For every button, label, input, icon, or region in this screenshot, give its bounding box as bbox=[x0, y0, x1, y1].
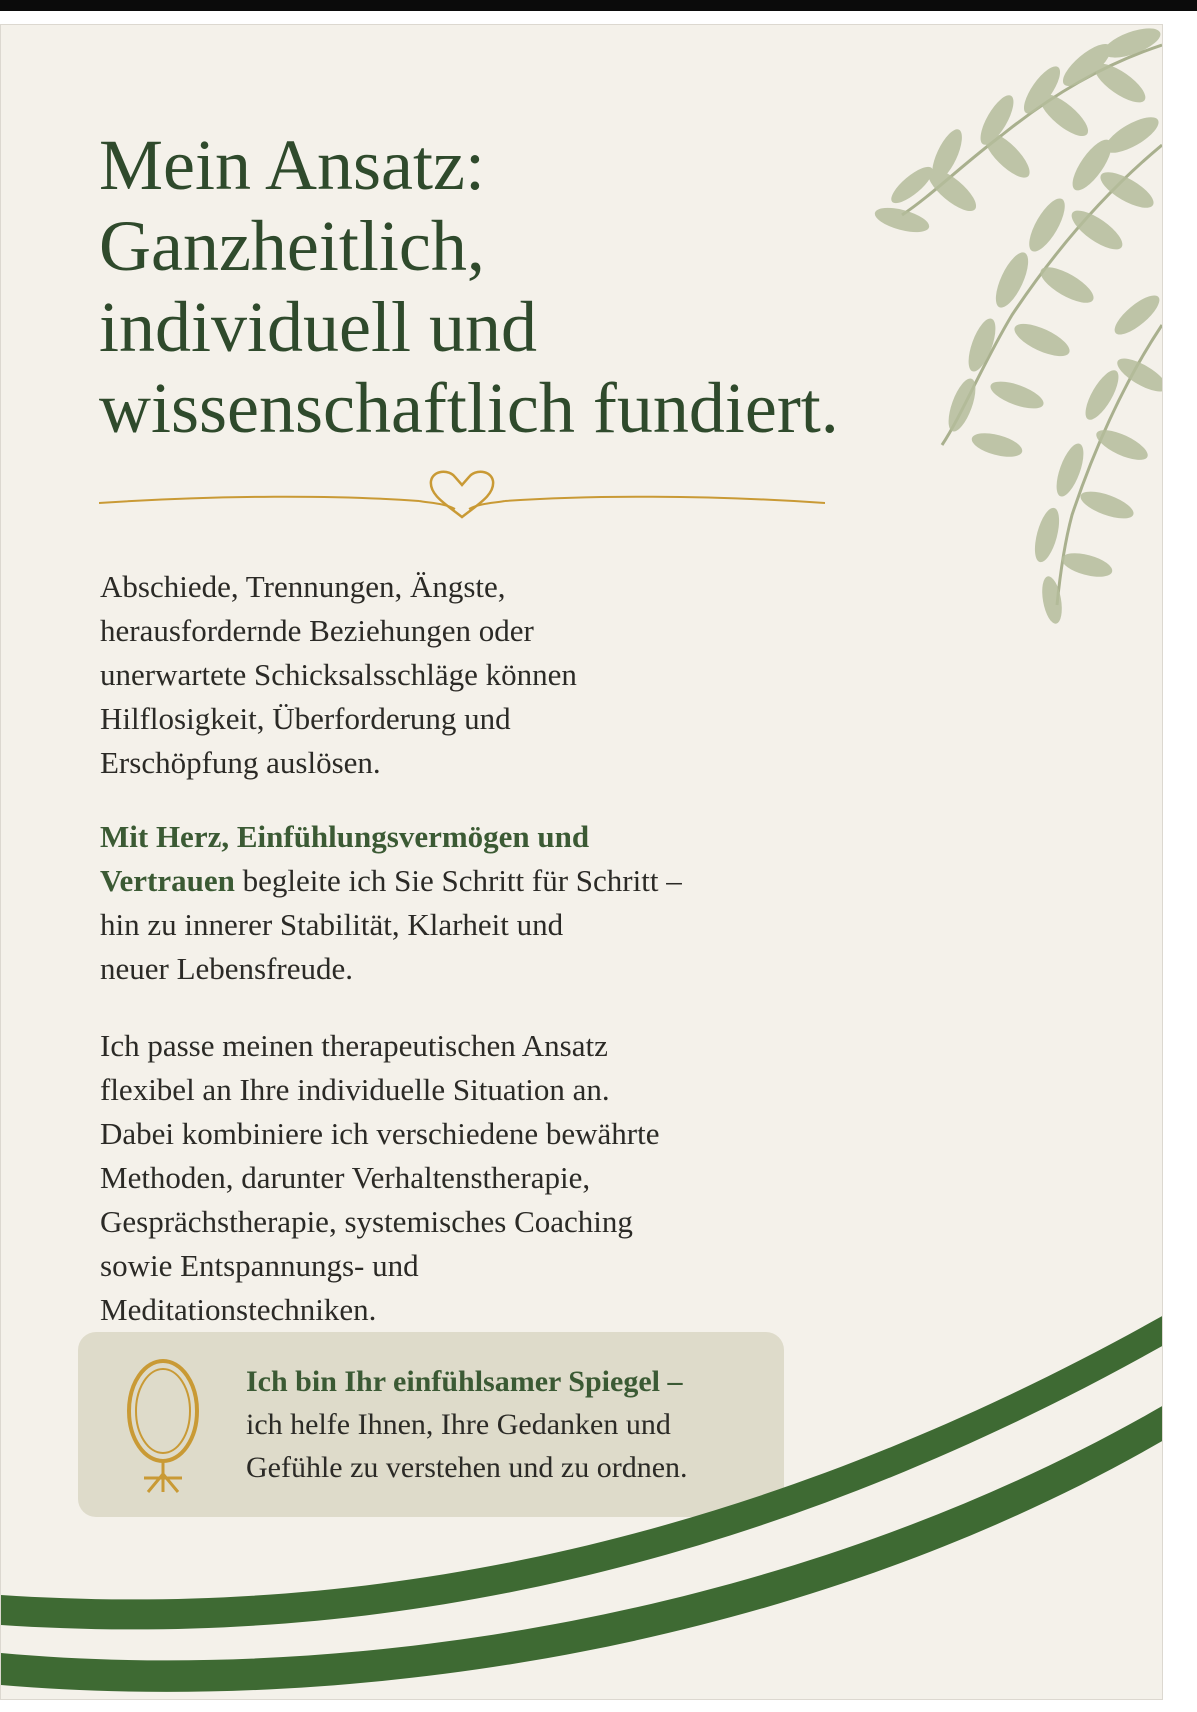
accent-text: Ich bin Ihr einfühlsamer Spiegel – bbox=[246, 1365, 683, 1398]
title-line: Ganzheitlich, bbox=[99, 206, 485, 286]
heart-divider bbox=[99, 465, 825, 525]
document-page bbox=[0, 24, 1163, 1700]
text-line: Gesprächstherapie, systemisches Coaching bbox=[100, 1204, 633, 1239]
title-line: Mein Ansatz: bbox=[99, 125, 485, 205]
text-line: sowie Entspannungs- und bbox=[100, 1248, 419, 1283]
title-line: individuell und bbox=[99, 287, 537, 367]
text-line bbox=[100, 859, 800, 903]
text-line: neuer Lebensfreude. bbox=[100, 951, 354, 986]
page-title bbox=[99, 125, 859, 449]
paragraph-approach bbox=[100, 815, 800, 991]
paragraph-intro bbox=[100, 565, 800, 785]
text-line: Meditationstechniken. bbox=[100, 1292, 377, 1327]
top-bar bbox=[0, 0, 1197, 11]
green-swoosh bbox=[1, 1315, 1163, 1700]
text-line: unerwartete Schicksalsschläge können bbox=[100, 657, 577, 692]
text-line: Methoden, darunter Verhaltenstherapie, bbox=[100, 1160, 591, 1195]
heart-icon bbox=[419, 472, 505, 517]
text-line: herausfordernde Beziehungen oder bbox=[100, 613, 534, 648]
text-fragment: begleite ich Sie Schritt für Schritt – bbox=[234, 863, 682, 898]
text-line: Gefühle zu verstehen und zu ordnen. bbox=[246, 1451, 688, 1484]
text-line: Abschiede, Trennungen, Ängste, bbox=[100, 569, 506, 604]
title-line: wissenschaftlich fundiert. bbox=[99, 368, 839, 448]
text-line: Hilflosigkeit, Überforderung und bbox=[100, 701, 511, 736]
text-line: Ich passe meinen therapeutischen Ansatz bbox=[100, 1028, 608, 1063]
accent-text: Mit Herz, Einfühlungsvermögen und bbox=[100, 819, 590, 854]
accent-text: Vertrauen bbox=[100, 863, 235, 898]
text-line: Dabei kombiniere ich verschiedene bewährte bbox=[100, 1116, 660, 1151]
text-line: ich helfe Ihnen, Ihre Gedanken und bbox=[246, 1408, 671, 1441]
text-line: Erschöpfung auslösen. bbox=[100, 745, 381, 780]
text-line: flexibel an Ihre individuelle Situation an. bbox=[100, 1072, 610, 1107]
paragraph-methods bbox=[100, 1024, 800, 1332]
text-line: hin zu innerer Stabilität, Klarheit und bbox=[100, 907, 564, 942]
